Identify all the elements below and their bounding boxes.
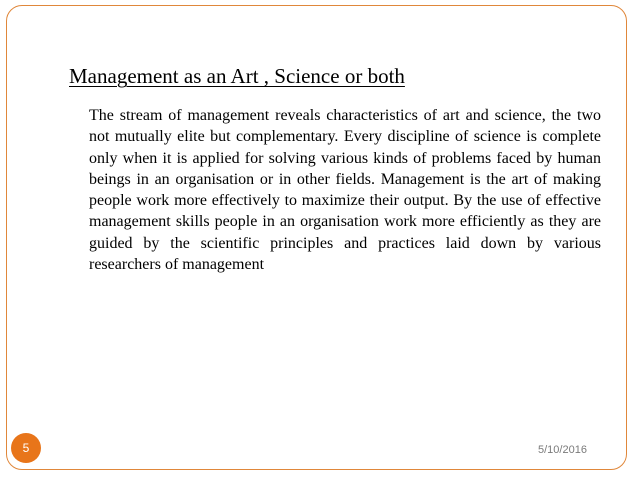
slide-body-text: The stream of management reveals characteristics of art and science, the two not mutually elite but complementary. Every discipline of science is complete only when it is applied for solving various kinds of problems faced by human beings in an organisation or in other fields. Management is the art of making people work more effectively to maximize their output. By the use of effective management skills people in an organisation work more efficiently as they are guided by the scientific principles and practices laid down by various researchers of management	[89, 107, 601, 274]
slide-title: Management as an Art , Science or both	[69, 64, 405, 88]
slide-date: 5/10/2016	[538, 444, 587, 456]
page-number-badge: 5	[11, 433, 41, 463]
